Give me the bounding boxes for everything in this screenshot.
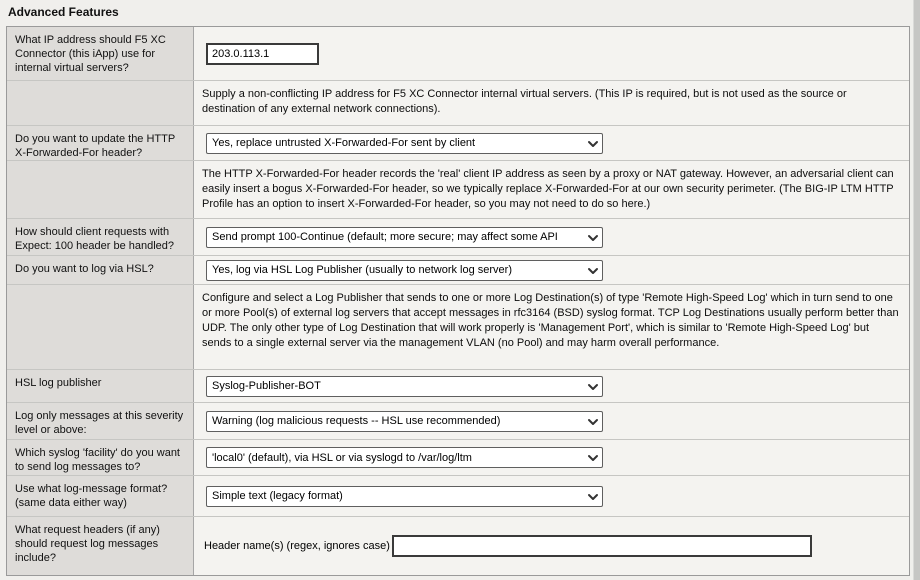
hsl-publisher-select[interactable] <box>206 376 603 397</box>
log-hsl-label: Do you want to log via HSL? <box>7 256 194 284</box>
ip-address-input[interactable] <box>206 43 319 65</box>
row-log-hsl-help <box>7 285 909 370</box>
row-format <box>7 476 909 517</box>
row-xff <box>7 126 909 161</box>
row-hsl-publisher <box>7 370 909 403</box>
request-headers-label: What request headers (if any) should request log messages include? <box>7 517 194 575</box>
chevron-down-icon <box>587 452 599 464</box>
chevron-down-icon <box>587 138 599 150</box>
format-label: Use what log-message format? (same data either way) <box>7 476 194 516</box>
section-title: Advanced Features <box>8 5 119 19</box>
format-select[interactable] <box>206 486 603 507</box>
advanced-features-form <box>6 26 910 576</box>
facility-select[interactable] <box>206 447 603 468</box>
row-ip-address-help <box>7 81 909 126</box>
row-severity <box>7 403 909 440</box>
log-hsl-select-value: Yes, log via HSL Log Publisher (usually to network log server) <box>212 264 513 276</box>
header-names-input[interactable] <box>392 535 812 557</box>
chevron-down-icon <box>587 491 599 503</box>
row-log-hsl <box>7 256 909 285</box>
scrollbar-track[interactable] <box>913 0 920 580</box>
facility-select-value: 'local0' (default), via HSL or via syslogd to /var/log/ltm <box>212 451 472 464</box>
row-ip-address <box>7 27 909 81</box>
ip-address-help-text: Supply a non-conflicting IP address for F5 XC Connector internal virtual servers. (This IP is required, but is not used as the source or destination of any external network connections). <box>194 81 909 125</box>
empty-label-cell <box>7 161 194 218</box>
severity-label: Log only messages at this severity level or above: <box>7 403 194 439</box>
xff-help-text: The HTTP X-Forwarded-For header records the 'real' client IP address as seen by a proxy or NAT gateway. However, an adversarial client can easily insert a bogus X-Forwarded-For header, so we typically replace X-Forwarded-For at our own security perimeter. (The BIG-IP LTM HTTP Profile has an option to insert X-Forwarded-For header, so you may not need to do so here.) <box>194 161 909 218</box>
chevron-down-icon <box>587 381 599 393</box>
xff-select-value: Yes, replace untrusted X-Forwarded-For sent by client <box>212 137 476 149</box>
empty-label-cell <box>7 285 194 369</box>
expect-100-label: How should client requests with Expect: 100 header be handled? <box>7 219 194 255</box>
format-select-value: Simple text (legacy format) <box>212 490 343 502</box>
severity-select-value: Warning (log malicious requests -- HSL use recommended) <box>212 415 501 427</box>
log-hsl-select[interactable] <box>206 260 603 281</box>
chevron-down-icon <box>587 232 599 244</box>
row-xff-help <box>7 161 909 219</box>
header-names-inline-label: Header name(s) (regex, ignores case) <box>204 540 390 552</box>
chevron-down-icon <box>587 265 599 277</box>
severity-select[interactable] <box>206 411 603 432</box>
chevron-down-icon <box>587 416 599 428</box>
row-facility <box>7 440 909 476</box>
empty-label-cell <box>7 81 194 125</box>
hsl-publisher-select-value: Syslog-Publisher-BOT <box>212 380 321 392</box>
log-hsl-help-text: Configure and select a Log Publisher that sends to one or more Log Destination(s) of type 'Remote High-Speed Log' which in turn send to one or more Pool(s) of external log servers that accept messages in rfc3164 (BSD) syslog format. TCP Log Destinations usually perform better than UDP. The only other type of Log Destination that will work properly is 'Management Port', which is similar to 'Remote High-Speed Log' but sends to a single external server via the management VLAN (no Pool) and may harm overall performance. <box>194 285 909 369</box>
row-request-headers <box>7 517 909 575</box>
expect-100-select[interactable] <box>206 227 603 248</box>
row-expect-100 <box>7 219 909 256</box>
xff-label: Do you want to update the HTTP X-Forwarded-For header? <box>7 126 194 160</box>
expect-100-select-value: Send prompt 100-Continue (default; more secure; may affect some API <box>212 231 558 243</box>
xff-select[interactable] <box>206 133 603 154</box>
hsl-publisher-label: HSL log publisher <box>7 370 194 402</box>
ip-address-label: What IP address should F5 XC Connector (this iApp) use for internal virtual servers? <box>7 27 194 80</box>
facility-label: Which syslog 'facility' do you want to send log messages to? <box>7 440 194 475</box>
